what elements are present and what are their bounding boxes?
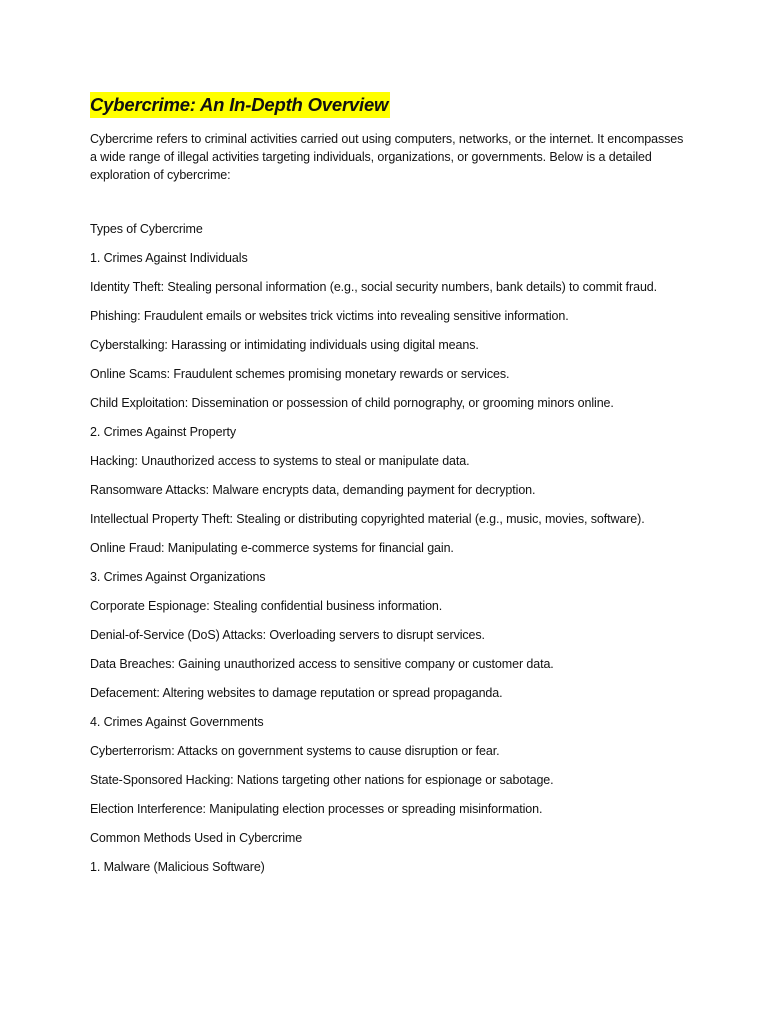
body-paragraph: Types of Cybercrime [90,222,203,236]
body-paragraph: Common Methods Used in Cybercrime [90,831,303,845]
body-paragraph: Child Exploitation: Dissemination or possession of child pornography, or grooming minors online. [90,396,614,410]
body-paragraph: Intellectual Property Theft: Stealing or distributing copyrighted material (e.g., music, movies, software). [90,512,645,526]
body-paragraph: Cyberstalking: Harassing or intimidating individuals using digital means. [90,338,479,352]
body-paragraph: Defacement: Altering websites to damage reputation or spread propaganda. [90,686,503,700]
intro-paragraph: Cybercrime refers to criminal activities carried out using computers, networks, or the internet. It encompasses a wide range of illegal activities targeting individuals, organizations, or governments. Below is a detailed exploration of cybercrime: [90,132,684,182]
document-body [90,92,690,887]
body-paragraph: 4. Crimes Against Governments [90,715,264,729]
paragraph-list [90,220,690,876]
body-paragraph: Denial-of-Service (DoS) Attacks: Overloading servers to disrupt services. [90,628,485,642]
document-title: Cybercrime: An In-Depth Overview [90,92,390,118]
body-paragraph: Online Scams: Fraudulent schemes promising monetary rewards or services. [90,367,510,381]
body-paragraph: 2. Crimes Against Property [90,425,237,439]
body-paragraph: 1. Crimes Against Individuals [90,251,248,265]
body-paragraph: 1. Malware (Malicious Software) [90,860,265,874]
body-paragraph: Phishing: Fraudulent emails or websites trick victims into revealing sensitive information. [90,309,569,323]
body-paragraph: Cyberterrorism: Attacks on government systems to cause disruption or fear. [90,744,500,758]
body-paragraph: 3. Crimes Against Organizations [90,570,266,584]
body-paragraph: Ransomware Attacks: Malware encrypts data, demanding payment for decryption. [90,483,536,497]
body-paragraph: Hacking: Unauthorized access to systems to steal or manipulate data. [90,454,470,468]
body-paragraph: Online Fraud: Manipulating e-commerce systems for financial gain. [90,541,454,555]
body-paragraph: Identity Theft: Stealing personal information (e.g., social security numbers, bank details) to commit fraud. [90,280,658,294]
body-paragraph: State-Sponsored Hacking: Nations targeting other nations for espionage or sabotage. [90,773,554,787]
body-paragraph: Corporate Espionage: Stealing confidential business information. [90,599,443,613]
body-paragraph: Data Breaches: Gaining unauthorized access to sensitive company or customer data. [90,657,554,671]
body-paragraph: Election Interference: Manipulating election processes or spreading misinformation. [90,802,543,816]
